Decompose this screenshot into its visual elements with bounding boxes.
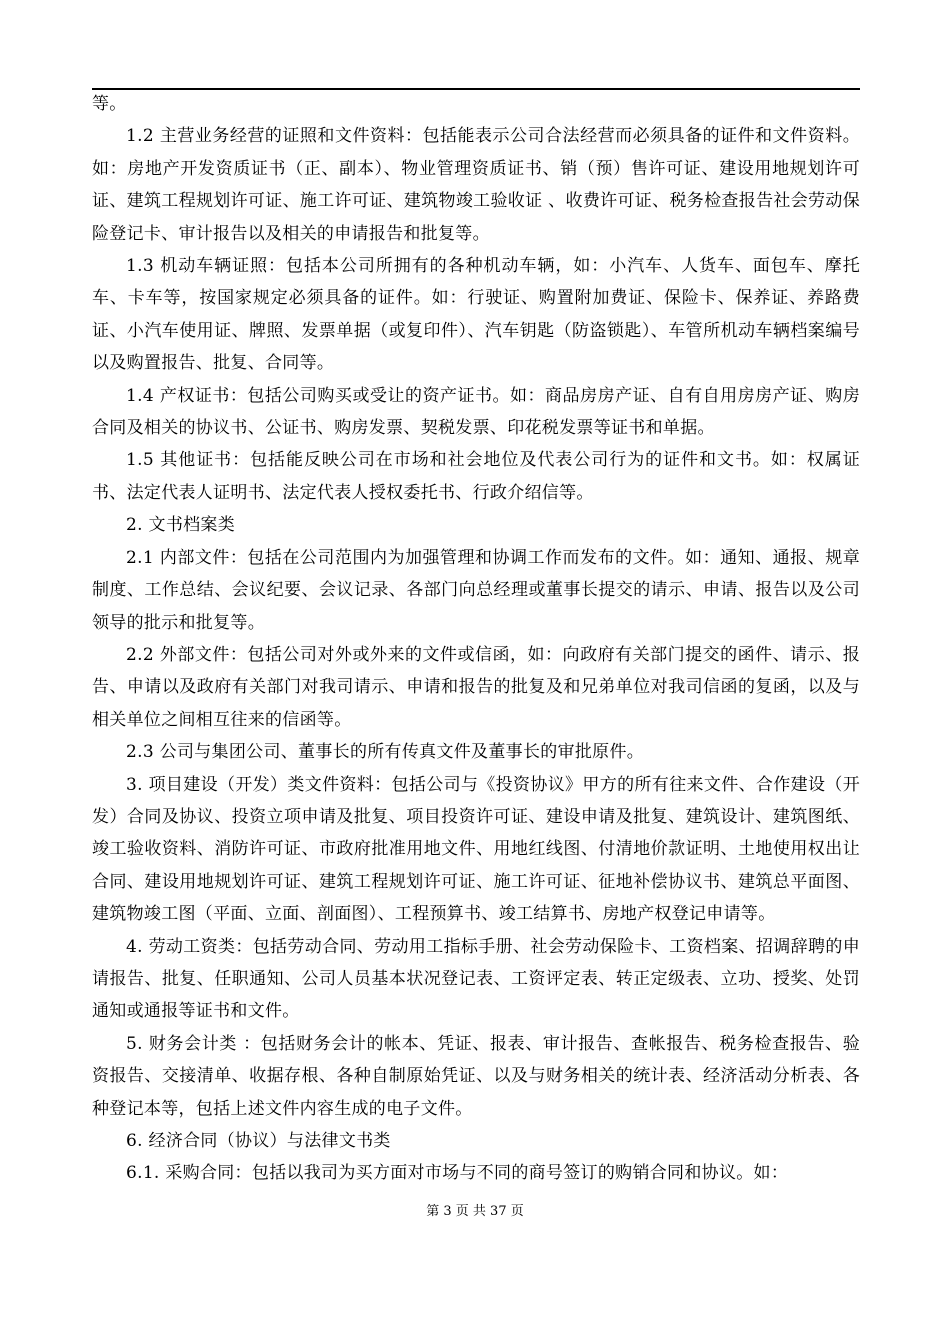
paragraph-1-5: 1.5 其他证书：包括能反映公司在市场和社会地位及代表公司行为的证件和文书。如：权属证书、法定代表人证明书、法定代表人授权委托书、行政介绍信等。	[92, 450, 860, 503]
paragraph-6-1: 6.1. 采购合同：包括以我司为买方面对市场与不同的商号签订的购销合同和协议。如：	[126, 1163, 789, 1184]
paragraph-4: 4. 劳动工资类：包括劳动合同、劳动用工指标手册、社会劳动保险卡、工资档案、招调辞聘的申请报告、批复、任职通知、公司人员基本状况登记表、工资评定表、转正定级表、立功、授奖、处罚通知或通报等证书和文件。	[92, 936, 860, 1022]
paragraph-1-3: 1.3 机动车辆证照：包括本公司所拥有的各种机动车辆，如：小汽车、人货车、面包车、摩托车、卡车等，按国家规定必须具备的证件。如：行驶证、购置附加费证、保险卡、保养证、养路费证、小汽车使用证、牌照、发票单据（或复印件）、汽车钥匙（防盗锁匙）、车管所机动车辆档案编号以及购置报告、批复、合同等。	[92, 256, 860, 374]
paragraph-2-2: 2.2 外部文件：包括公司对外或外来的文件或信函，如：向政府有关部门提交的函件、请示、报告、申请以及政府有关部门对我司请示、申请和报告的批复及和兄弟单位对我司信函的复函，以及与相关单位之间相互往来的信函等。	[92, 644, 860, 730]
paragraph-1-2: 1.2 主营业务经营的证照和文件资料：包括能表示公司合法经营而必须具备的证件和文件资料。如：房地产开发资质证书（正、副本）、物业管理资质证书、销（预）售许可证、建设用地规划许可证、建筑工程规划许可证、施工许可证、建筑物竣工验收证 、收费许可证、税务检查报告社会劳动保险登记卡、审计报告以及相关的申请报告和批复等。	[92, 126, 860, 244]
section-heading-2: 2. 文书档案类	[126, 515, 236, 536]
paragraph-2-3: 2.3 公司与集团公司、董事长的所有传真文件及董事长的审批原件。	[126, 742, 645, 763]
paragraph-5: 5. 财务会计类 ：包括财务会计的帐本、凭证、报表、审计报告、查帐报告、税务检查报告、验资报告、交接清单、收据存根、各种自制原始凭证、以及与财务相关的统计表、经济活动分析表、各种登记本等，包括上述文件内容生成的电子文件。	[92, 1033, 860, 1119]
paragraph-2-1: 2.1 内部文件：包括在公司范围内为加强管理和协调工作而发布的文件。如：通知、通报、规章制度、工作总结、会议纪要、会议记录、各部门向总经理或董事长提交的请示、申请、报告以及公司领导的批示和批复等。	[92, 547, 860, 633]
paragraph-continuation: 等。	[92, 94, 127, 114]
paragraph-3: 3. 项目建设（开发）类文件资料：包括公司与《投资协议》甲方的所有往来文件、合作建设（开发）合同及协议、投资立项申请及批复、项目投资许可证、建设申请及批复、建筑设计、建筑图纸、竣工验收资料、消防许可证、市政府批准用地文件、用地红线图、付清地价款证明、土地使用权出让合同、建设用地规划许可证、建筑工程规划许可证、施工许可证、征地补偿协议书、建筑总平面图、建筑物竣工图（平面、立面、剖面图）、工程预算书、竣工结算书、房地产权登记申请等。	[92, 774, 860, 925]
document-body	[92, 88, 860, 1190]
page-number-footer: 第 3 页 共 37 页	[426, 1204, 524, 1219]
section-heading-6: 6. 经济合同（协议）与法律文书类	[126, 1131, 391, 1151]
paragraph-1-4: 1.4 产权证书：包括公司购买或受让的资产证书。如：商品房房产证、自有自用房房产证、购房合同及相关的协议书、公证书、购房发票、契税发票、印花税发票等证书和单据。	[92, 385, 860, 439]
